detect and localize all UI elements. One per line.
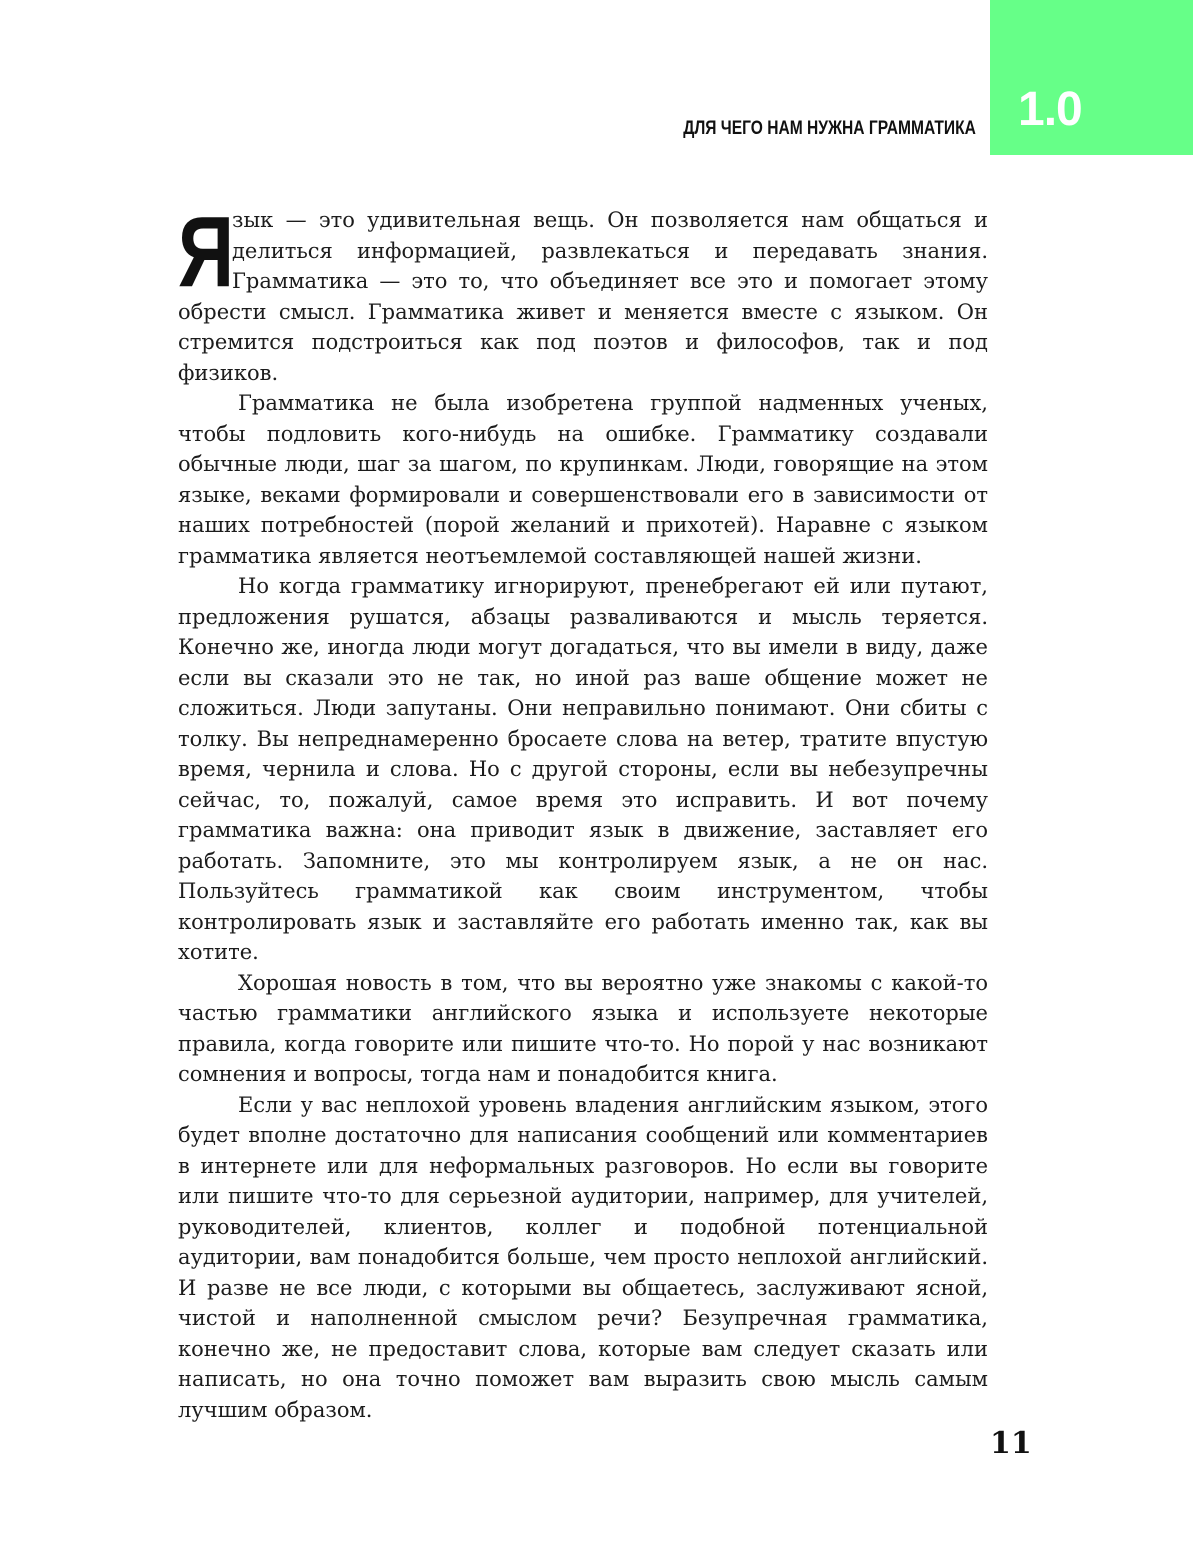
paragraph-5: Если у вас неплохой уровень владения английским языком, этого будет вполне достаточно для написания сообщений или комментариев в интернете или для неформальных разговоров. Но если вы говорите или пишите что-то для серьезной аудитории, например, для учителей, руководителей, клиентов, коллег и подобной потенциальной аудитории, вам понадобится больше, чем просто неплохой английский. И разве не все люди, с которыми вы общаетесь, заслуживают ясной, чистой и наполненной смыслом речи? Безупречная грамматика, конечно же, не предоставит слова, которые вам следует сказать или написать, но она точно поможет вам выразить свою мысль самым лучшим образом. — [178, 1092, 988, 1422]
paragraph-2: Грамматика не была изобретена группой надменных ученых, чтобы подловить кого-нибудь на ошибке. Грамматику создавали обычные люди, шаг за шагом, по крупинкам. Люди, говорящие на этом языке, веками формировали и совершенствовали его в зависимости от наших потребностей (порой желаний и прихотей). Наравне с языком грамматика является неотъемлемой составляющей нашей жизни. — [178, 391, 988, 568]
paragraph-4: Хорошая новость в том, что вы вероятно уже знакомы с какой-то частью грамматики английского языка и используете некоторые правила, когда говорите или пишите что-то. Но порой у нас возникают сомнения и вопросы, тогда нам и понадобится книга. — [178, 970, 988, 1086]
paragraph-1-text: зык — это удивительная вещь. Он позволяется нам общаться и делиться информацией, развлекаться и передавать знания. Грамматика — это то, что объединяет все это и помогает этому обрести смысл. Грамматика живет и меняется вместе с языком. Он стремится подстроиться как под поэтов и философов, так и под физиков. — [178, 208, 988, 385]
paragraph-3: Но когда грамматику игнорируют, пренебрегают ей или путают, предложения рушатся, абзацы разваливаются и мысль теряется. Конечно же, иногда люди могут догадаться, что вы имели в виду, даже если вы сказали это не так, но иной раз ваше общение может не сложиться. Люди запутаны. Они неправильно понимают. Они сбиты с толку. Вы непреднамеренно бросаете слова на ветер, тратите впустую время, чернила и слова. Но с другой стороны, если вы небезупречны сейчас, то, пожалуй, самое время это исправить. И вот почему грамматика важна: она приводит язык в движение, заставляет его работать. Запомните, это мы контролируем язык, а не он нас. Пользуйтесь грамматикой как своим инструментом, чтобы контролировать язык и заставляйте его работать именно так, как вы хотите. — [178, 574, 988, 964]
paragraph-1 — [178, 196, 988, 388]
running-header-title: ДЛЯ ЧЕГО НАМ НУЖНА ГРАММАТИКА — [683, 118, 976, 139]
body-text — [178, 196, 988, 1425]
page-number: 11 — [990, 1426, 1032, 1461]
chapter-number: 1.0 — [1018, 83, 1082, 136]
drop-cap: Я — [178, 196, 235, 308]
